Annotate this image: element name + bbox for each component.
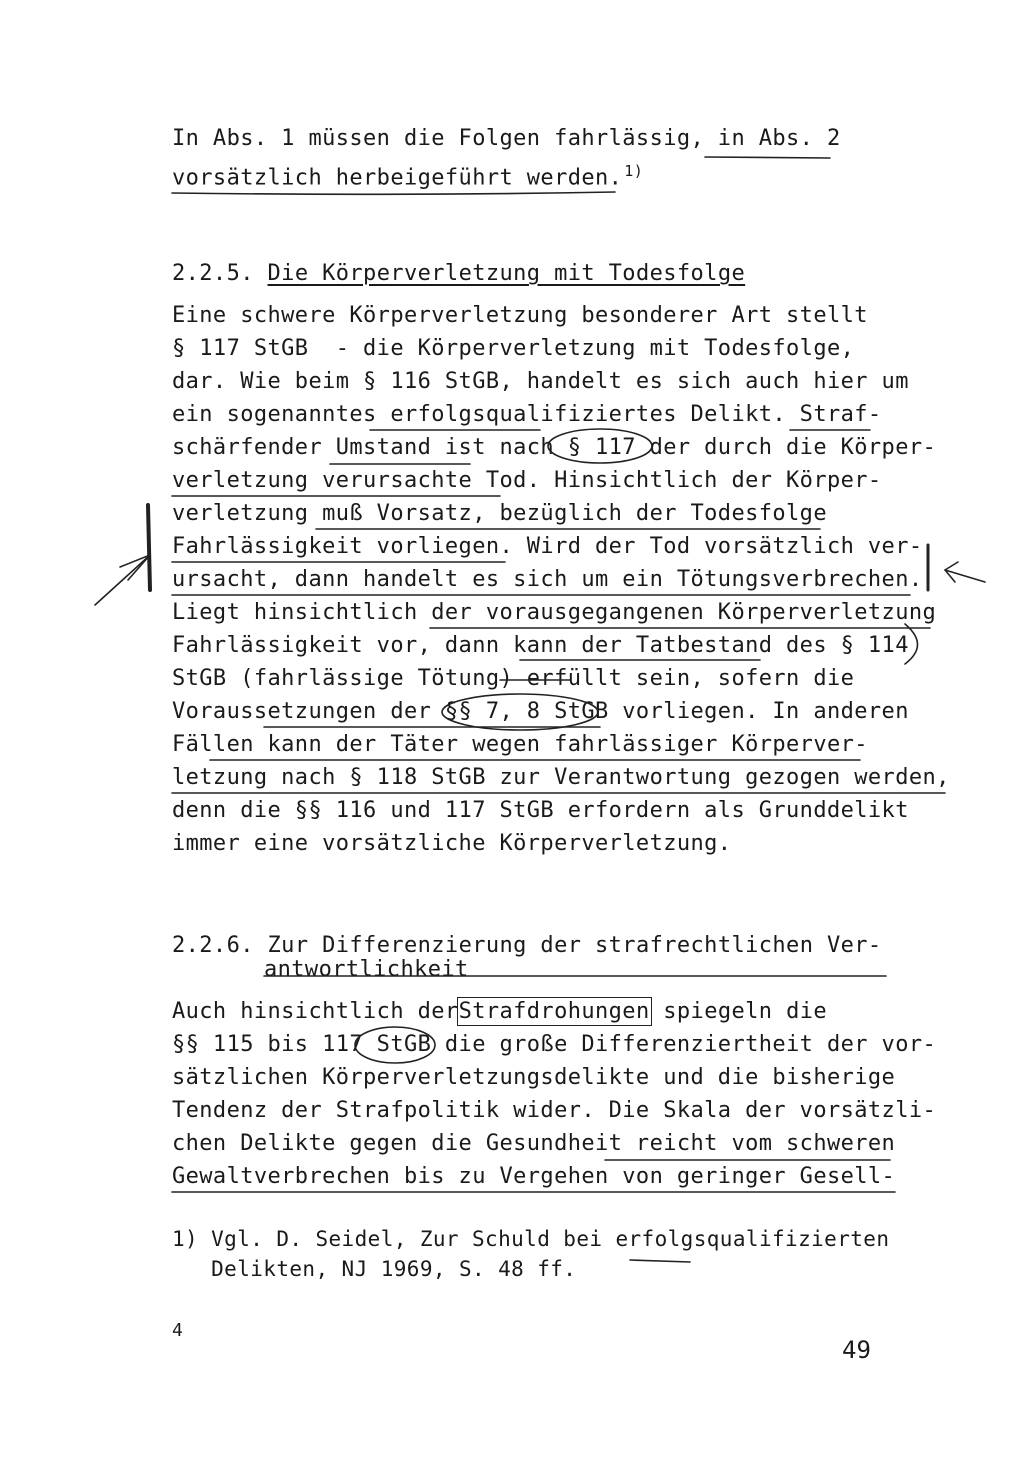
section-title-225: Die Körperverletzung mit Todesfolge [267, 261, 746, 286]
body-line: dar. Wie beim § 116 StGB, handelt es sich auch hier um [172, 369, 909, 394]
body-line: StGB (fahrlässige Tötung) erfüllt sein, sofern die [172, 666, 855, 691]
body-line: Fällen kann der Täter wegen fahrlässiger Körperver- [172, 732, 868, 757]
footnote-reference: 1) [624, 162, 644, 180]
body-line: Tendenz der Strafpolitik wider. Die Skala der vorsätzli- [172, 1098, 937, 1123]
footnote-line-1: 1) Vgl. D. Seidel, Zur Schuld bei erfolgsqualifizierten [172, 1227, 890, 1251]
footnote-line-2: Delikten, NJ 1969, S. 48 ff. [172, 1257, 577, 1281]
body-line: Eine schwere Körperverletzung besonderer Art stellt [172, 303, 868, 328]
body-text: spiegeln die [663, 999, 828, 1024]
page-number: 49 [842, 1336, 871, 1364]
underline-stroke [705, 157, 830, 158]
body-line: schärfender Umstand ist nach § 117 der durch die Körper- [172, 435, 937, 460]
margin-mark: 4 [172, 1320, 183, 1341]
body-line: verletzung verursachte Tod. Hinsichtlich der Körper- [172, 468, 882, 493]
intro-line-1: In Abs. 1 müssen die Folgen fahrlässig, in Abs. 2 [172, 126, 841, 151]
section-title-226-line2: antwortlichkeit [264, 957, 469, 982]
section-heading-225 [172, 257, 745, 290]
intro-line-2-text: vorsätzlich herbeigeführt werden. [172, 165, 623, 191]
body-line: ein sogenanntes erfolgsqualifiziertes Delikt. Straf- [172, 402, 882, 427]
body-line: letzung nach § 118 StGB zur Verantwortung gezogen werden, [172, 765, 950, 790]
body-line: Fahrlässigkeit vorliegen. Wird der Tod vorsätzlich ver- [172, 534, 923, 559]
body-text: Auch hinsichtlich der [172, 999, 459, 1024]
body-line: Gewaltverbrechen bis zu Vergehen von geringer Gesell- [172, 1164, 896, 1189]
section-number-225: 2.2.5. [172, 261, 254, 286]
body-line: Fahrlässigkeit vor, dann kann der Tatbestand des § 114 [172, 633, 909, 658]
body-line: denn die §§ 116 und 117 StGB erfordern als Grunddelikt [172, 798, 909, 823]
body-line: ursacht, dann handelt es sich um ein Tötungsverbrechen. [172, 567, 923, 592]
body-line: sätzlichen Körperverletzungsdelikte und die bisherige [172, 1065, 896, 1090]
section-number-226: 2.2.6. [172, 933, 254, 958]
intro-line-2 [172, 155, 643, 194]
arrow-stroke [945, 570, 985, 582]
section-title-226-line1: Zur Differenzierung der strafrechtlichen Ver- [267, 933, 882, 958]
body-line: § 117 StGB - die Körperverletzung mit Todesfolge, [172, 336, 855, 361]
boxed-term: Strafdrohungen [458, 999, 650, 1024]
margin-stroke [120, 555, 150, 567]
body-line [172, 995, 827, 1028]
body-line: Voraussetzungen der §§ 7, 8 StGB vorliegen. In anderen [172, 699, 909, 724]
body-line: §§ 115 bis 117 StGB die große Differenziertheit der vor- [172, 1032, 937, 1057]
body-line: chen Delikte gegen die Gesundheit reicht vom schweren [172, 1131, 896, 1156]
underline-stroke [630, 1260, 690, 1262]
body-line: Liegt hinsichtlich der vorausgegangenen Körperverletzung [172, 600, 937, 625]
margin-bar [148, 505, 150, 590]
body-line: immer eine vorsätzliche Körperverletzung. [172, 831, 732, 856]
margin-stroke [95, 555, 150, 605]
arrow-stroke [945, 562, 958, 582]
margin-stroke [128, 555, 150, 580]
body-line: verletzung muß Vorsatz, bezüglich der Todesfolge [172, 501, 827, 526]
